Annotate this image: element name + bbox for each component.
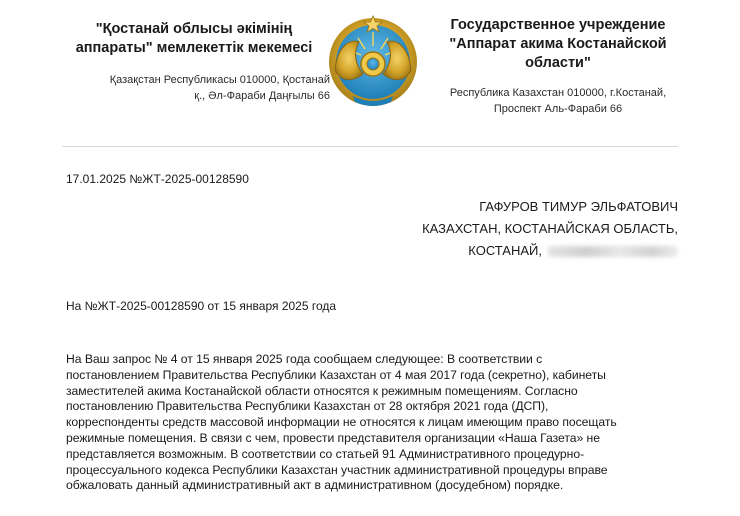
body-line: обжаловать данный административный акт в административном (досудебном) порядке.	[66, 478, 564, 493]
header-right-russian	[418, 16, 698, 117]
header-left-kazakh	[58, 20, 330, 104]
body-line: На Ваш запрос № 4 от 15 января 2025 года сообщаем следующее: В соответствии с	[66, 352, 543, 366]
address-russian: Республика Казахстан 010000, г.Костанай, Проспект Аль-Фараби 66	[449, 87, 667, 115]
header-divider	[62, 146, 678, 147]
addressee-block	[422, 196, 678, 262]
body-line: процессуального кодекса Республики Казахстан участник административной процедуры вправе	[66, 462, 608, 477]
address-kazakh: Қазақстан Республикасы 010000, Қостанай қ., Әл-Фараби Даңғылы 66	[109, 74, 330, 102]
redacted-address	[548, 246, 678, 257]
reference-line: На №ЖТ-2025-00128590 от 15 января 2025 года	[66, 299, 337, 313]
addressee-city-line	[422, 240, 678, 262]
registration-number: 17.01.2025 №ЖТ-2025-00128590	[66, 172, 249, 186]
body-line: представляется возможным. В соответствии со статьей 91 Административного процедурно-	[66, 446, 585, 461]
body-line: режимные помещения. В связи с чем, провести представителя организации «Наша Газета» не	[66, 430, 600, 445]
letter-body	[66, 352, 686, 494]
body-line: постановлением Правительства Республики Казахстан от 4 мая 2017 года (секретно), кабинеты	[66, 367, 606, 382]
org-name-russian: Государственное учреждение "Аппарат акима Костанайской области"	[449, 17, 667, 71]
state-emblem-icon	[325, 12, 421, 108]
org-name-kazakh: "Қостанай облысы әкімінің аппараты" мемлекеттік мекемесі	[75, 21, 313, 56]
body-line: корреспонденты средств массовой информации не относятся к лицам имеющим право посещать	[66, 415, 617, 430]
addressee-city: КОСТАНАЙ,	[468, 243, 542, 258]
addressee-name: ГАФУРОВ ТИМУР ЭЛЬФАТОВИЧ	[479, 199, 678, 214]
body-line: заместителей акима Костанайской области относятся к режимным помещениям. Согласно	[66, 383, 578, 398]
addressee-region: КАЗАХСТАН, КОСТАНАЙСКАЯ ОБЛАСТЬ,	[422, 221, 678, 236]
body-line: постановлению Правительства Республики Казахстан от 28 октября 2021 года (ДСП),	[66, 399, 549, 414]
